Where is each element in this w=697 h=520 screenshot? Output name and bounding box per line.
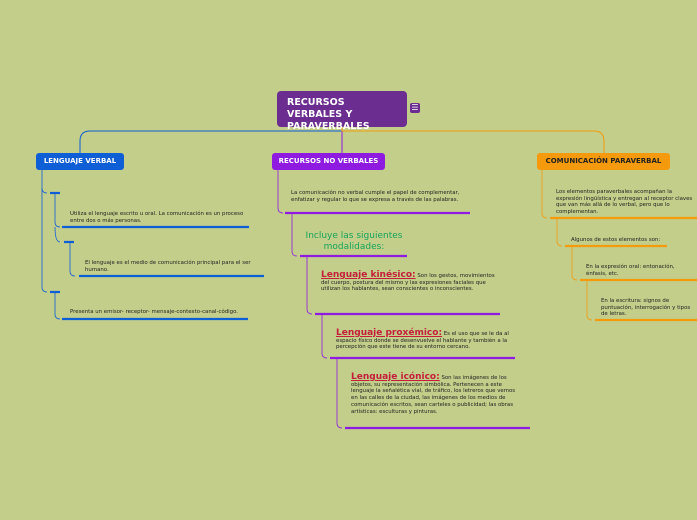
paraverbal-item[interactable]: En la expresión oral: entonación, énfasis, etc. — [586, 264, 675, 277]
verbal-item[interactable]: Presenta un emisor- receptor- mensaje-contexto-canal-código. — [70, 309, 239, 315]
branch-label: COMUNICACIÓN PARAVERBAL — [545, 157, 662, 165]
kind-title: Lenguaje proxémico: — [336, 328, 443, 338]
verbal-item[interactable]: El lenguaje es el medio de comunicación principal para el ser humano. — [85, 260, 251, 273]
branch-recursos-no-verbales[interactable] — [272, 153, 385, 170]
no-verbal-intro[interactable]: La comunicación no verbal cumple el papel de complementar, enfatizar y regular lo que se expresa a través de las palabras. — [291, 190, 460, 203]
root-title: RECURSOS VERBALES Y PARAVERBALES — [287, 97, 370, 132]
lenguaje-proxemico[interactable] — [336, 330, 516, 351]
verbal-item[interactable]: Utiliza el lenguaje escrito u oral. La comunicación es un proceso entre dos o más personas. — [70, 211, 244, 224]
branch-label: LENGUAJE VERBAL — [43, 157, 117, 165]
lenguaje-kinesico[interactable] — [321, 272, 501, 293]
kind-title: Lenguaje icónico: — [351, 372, 440, 382]
branch-comunicacion-paraverbal[interactable] — [537, 153, 670, 170]
root-topic[interactable] — [277, 91, 407, 132]
kind-text: Son las imágenes de los objetos, su representación simbólica. Pertenecen a este lenguaje la señalética vial, de tráfico, los letreros que vemos en las calles de la ciudad, las imágenes de los medios de comunicación escritos, sean carteles o publicidad; las obras artísticas: esculturas y pinturas. — [351, 375, 516, 415]
paraverbal-subheading[interactable]: Algunos de estos elementos son: — [571, 237, 661, 243]
kind-text: Son los gestos, movimientos del cuerpo, postura del mismo y las expresiones faciales que utilizan los hablantes, sean conscientes o inconscientes. — [321, 273, 495, 293]
lenguaje-iconico[interactable] — [351, 374, 523, 415]
branch-lenguaje-verbal[interactable] — [36, 153, 124, 170]
branch-label: RECURSOS NO VERBALES — [278, 157, 379, 165]
kind-title: Lenguaje kinésico: — [321, 270, 416, 280]
notes-icon[interactable]: ☰ — [411, 103, 419, 112]
modalidades-heading[interactable]: Incluye las siguientes modalidades: — [305, 231, 403, 252]
kind-text: Es el uso que se le da al espacio físico donde se desenvuelve el hablante y también a la percepción que este tiene de su entorno cercano. — [336, 331, 509, 351]
paraverbal-intro[interactable]: Los elementos paraverbales acompañan la expresión lingüística y entregan al receptor claves que van más allá de lo verbal, pero que lo complementan. — [556, 189, 693, 216]
paraverbal-item[interactable]: En la escritura: signos de puntuación, interrogación y tipos de letras. — [601, 298, 691, 318]
